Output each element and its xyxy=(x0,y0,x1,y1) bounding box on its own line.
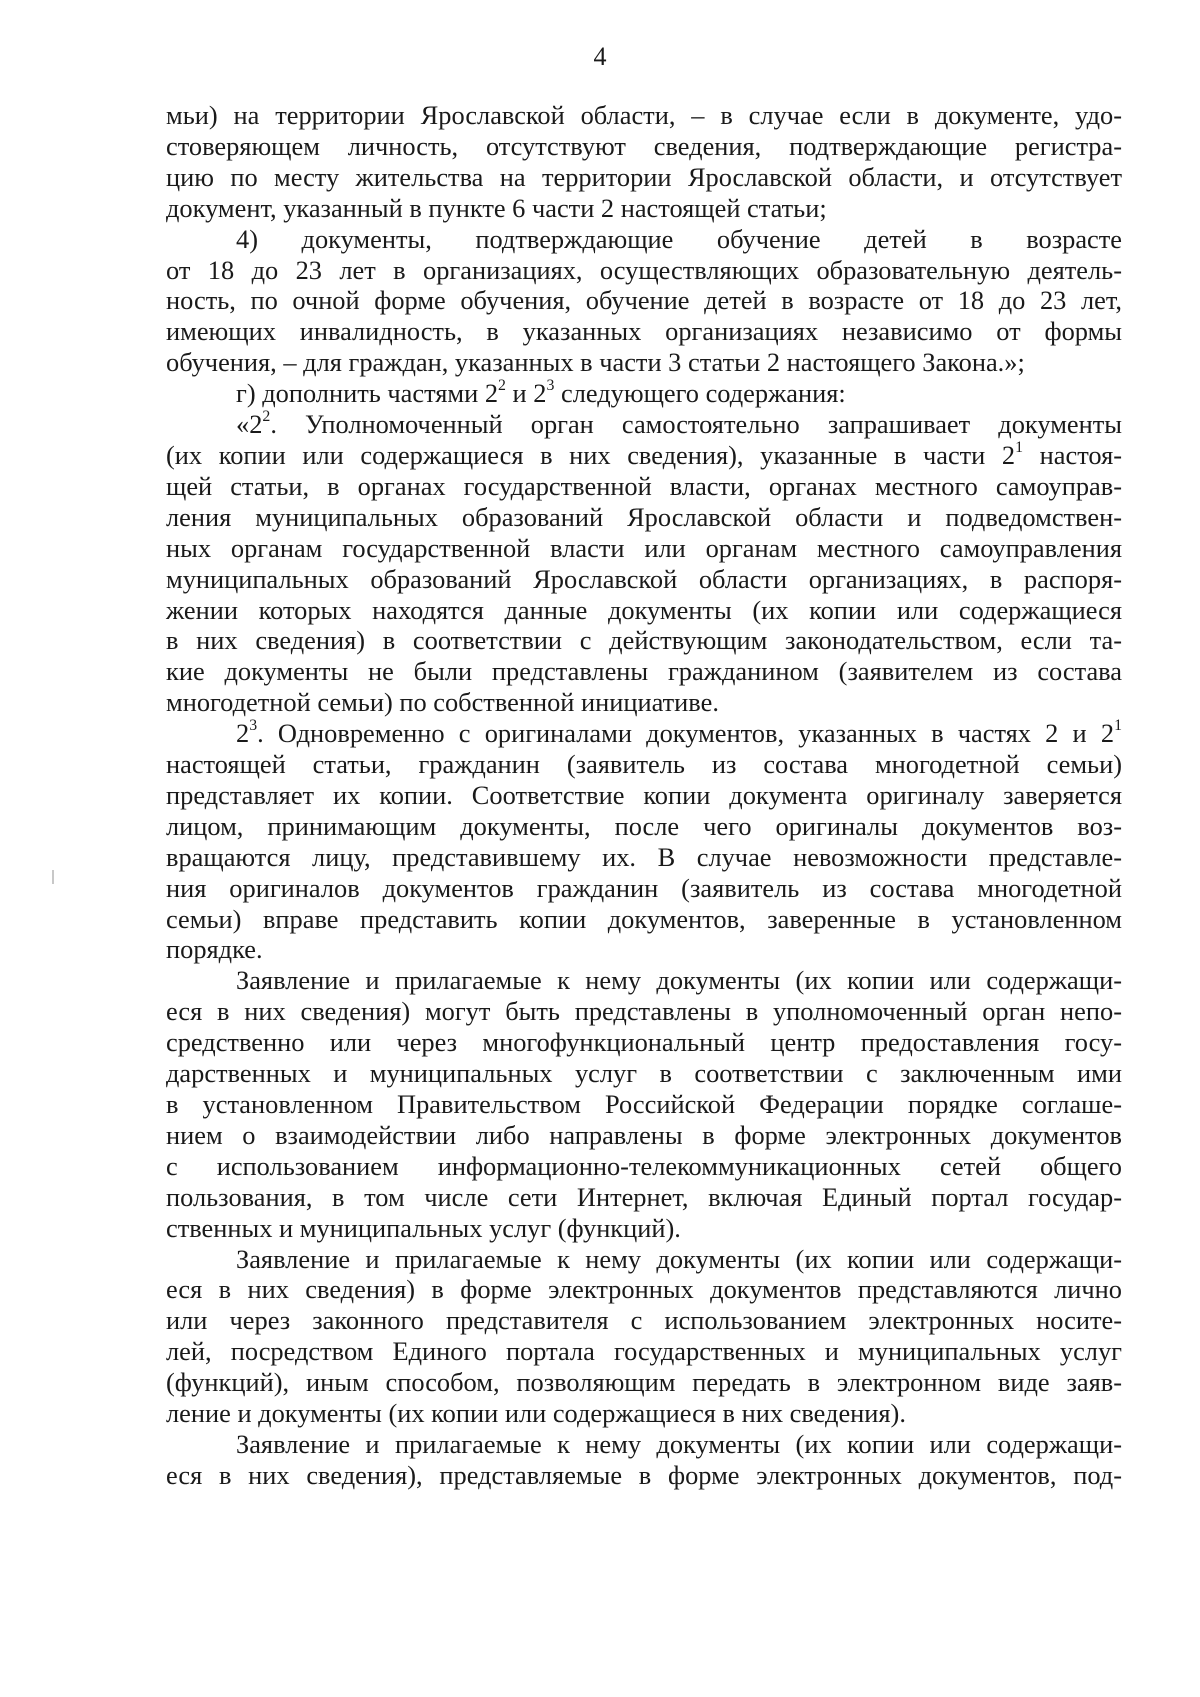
text-line: Заявление и прилагаемые к нему документы (их копии или содержащи- xyxy=(236,1428,1122,1459)
text-line: настоящей статьи, гражданин (заявитель из состава многодетной семьи) xyxy=(166,749,1122,780)
text-line: представляет их копии. Соответствие копии документа оригиналу заверяется xyxy=(166,779,1122,810)
text-line: лицом, принимающим документы, после чего оригиналы документов воз- xyxy=(166,810,1122,841)
text-line: ственных и муниципальных услуг (функций). xyxy=(166,1212,681,1243)
text-line: многодетной семьи) по собственной инициативе. xyxy=(166,687,719,718)
text-line: в них сведения) в соответствии с действующим законодательством, если та- xyxy=(166,625,1122,656)
page-number: 4 xyxy=(593,42,607,71)
text-line: семьи) вправе представить копии документов, заверенные в установленном xyxy=(166,903,1122,934)
text-line: ния оригиналов документов гражданин (заявитель из состава многодетной xyxy=(166,872,1122,903)
text-line: жении которых находятся данные документы (их копии или содержащиеся xyxy=(166,594,1122,625)
text-line: имеющих инвалидность, в указанных организациях независимо от формы xyxy=(166,316,1122,347)
superscript: 1 xyxy=(1114,717,1122,735)
text-line: ление и документы (их копии или содержащиеся в них сведения). xyxy=(166,1398,906,1429)
text-line: порядке. xyxy=(166,934,263,965)
text-line: в установленном Правительством Российской Федерации порядке соглаше- xyxy=(166,1089,1122,1119)
text-line: стоверяющем личность, отсутствуют сведения, подтверждающие регистра- xyxy=(166,130,1122,161)
text-line: ления муниципальных образований Ярославской области и подведомствен- xyxy=(166,501,1122,532)
text-line: ных органам государственной власти или органам местного самоуправления xyxy=(166,532,1122,563)
text-line: еся в них сведения) могут быть представлены в уполномоченный орган непо- xyxy=(166,996,1122,1027)
text-line: средственно или через многофункциональный центр предоставления госу- xyxy=(166,1027,1122,1058)
text-line: от 18 до 23 лет в организациях, осуществляющих образовательную деятель- xyxy=(166,254,1122,285)
document-body xyxy=(166,100,1122,1491)
text-line: дарственных и муниципальных услуг в соответствии с заключенным ими xyxy=(166,1058,1122,1089)
text-line: мьи) на территории Ярославской области, – в случае если в документе, удо- xyxy=(166,100,1122,130)
superscript: 2 xyxy=(262,408,271,426)
superscript: 3 xyxy=(249,717,258,735)
text-line: г) дополнить частями $2^2$ и $2^3$ следующего содержания: xyxy=(236,377,846,409)
text-line: 4) документы, подтверждающие обучение детей в возрасте xyxy=(236,223,1122,254)
superscript: 3 xyxy=(546,377,555,395)
text-line: еся в них сведения), представляемые в форме электронных документов, под- xyxy=(166,1459,1122,1490)
text-line: кие документы не были представлены гражданином (заявителем из состава xyxy=(166,656,1122,687)
text-line: или через законного представителя с использованием электронных носите- xyxy=(166,1305,1122,1336)
text-line: цию по месту жительства на территории Ярославской области, и отсутствует xyxy=(166,161,1122,192)
text-line: документ, указанный в пункте 6 части 2 настоящей статьи; xyxy=(166,192,827,223)
superscript: 1 xyxy=(1015,439,1024,457)
scan-artifact xyxy=(52,870,54,884)
text-line: ность, по очной форме обучения, обучение детей в возрасте от 18 до 23 лет, xyxy=(166,285,1122,316)
text-line: (функций), иным способом, позволяющим передать в электронном виде заяв- xyxy=(166,1367,1122,1398)
text-line: обучения, – для граждан, указанных в части 3 статьи 2 настоящего Закона.»; xyxy=(166,347,1025,378)
text-line: Заявление и прилагаемые к нему документы (их копии или содержащи- xyxy=(236,965,1122,996)
text-line: щей статьи, в органах государственной власти, органах местного самоуправ- xyxy=(166,470,1122,501)
text-line: с использованием информационно-телекоммуникационных сетей общего xyxy=(166,1150,1122,1181)
superscript: 2 xyxy=(498,377,506,395)
text-line: еся в них сведения) в форме электронных документов представляются лично xyxy=(166,1274,1122,1305)
text-line: нием о взаимодействии либо направлены в форме электронных документов xyxy=(166,1119,1122,1150)
text-line: муниципальных образований Ярославской области организациях, в распоря- xyxy=(166,563,1122,594)
text-line: вращаются лицу, представившему их. В случае невозможности представле- xyxy=(166,841,1122,872)
text-line: пользования, в том числе сети Интернет, включая Единый портал государ- xyxy=(166,1181,1122,1212)
text-line: «$2^2$. Уполномоченный орган самостоятельно запрашивает документы xyxy=(236,408,1122,440)
text-line: лей, посредством Единого портала государственных и муниципальных услуг xyxy=(166,1336,1122,1367)
text-line: $2^3$. Одновременно с оригиналами документов, указанных в частях 2 и $2^1$ xyxy=(236,717,1122,749)
text-line: Заявление и прилагаемые к нему документы (их копии или содержащи- xyxy=(236,1243,1122,1274)
text-line: (их копии или содержащиеся в них сведения), указанные в части $2^1$ настоя- xyxy=(166,439,1123,470)
